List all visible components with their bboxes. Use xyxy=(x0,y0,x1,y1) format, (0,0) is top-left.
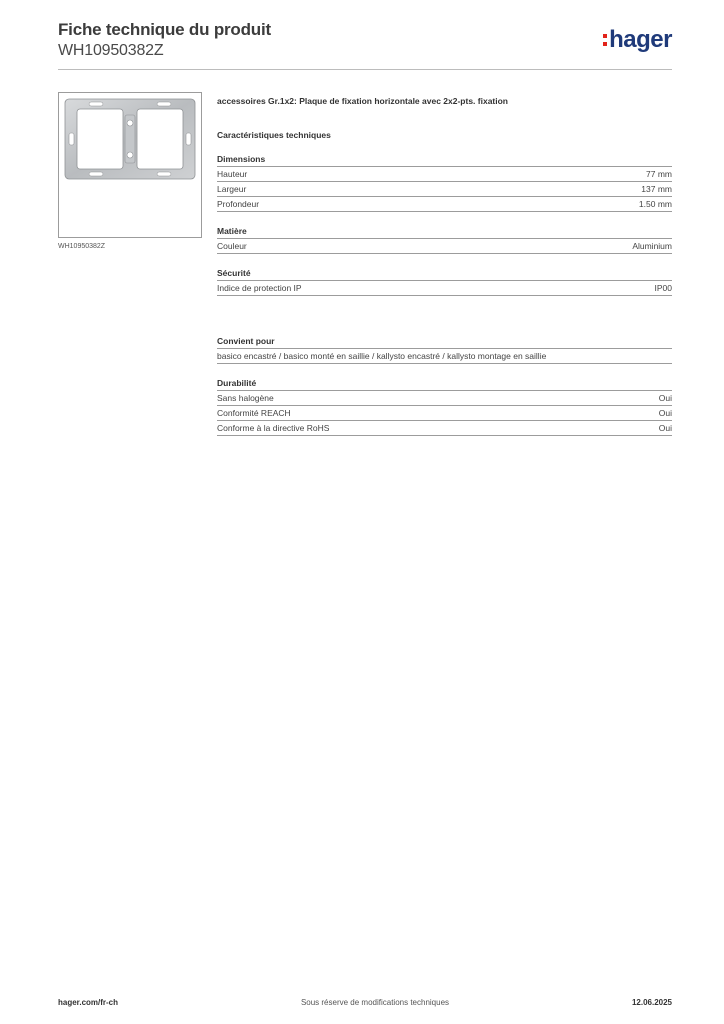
logo-dots-icon xyxy=(603,32,607,48)
spec-value: IP00 xyxy=(654,283,672,293)
spec-label: Couleur xyxy=(217,241,247,251)
spec-value: 137 mm xyxy=(641,184,672,194)
section-title: Convient pour xyxy=(217,336,672,349)
specs-heading: Caractéristiques techniques xyxy=(217,130,331,140)
header-divider xyxy=(58,69,672,70)
spec-label: basico encastré / basico monté en saillie / kallysto encastré / kallysto montage en saillie xyxy=(217,351,547,361)
spec-label: Hauteur xyxy=(217,169,248,179)
spec-value: 1.50 mm xyxy=(638,199,672,209)
product-image xyxy=(58,92,202,238)
section-title: Dimensions xyxy=(217,154,672,167)
spec-label: Largeur xyxy=(217,184,247,194)
section-material xyxy=(217,226,672,254)
spec-row xyxy=(217,391,672,406)
spec-value: 77 mm xyxy=(646,169,672,179)
spec-row xyxy=(217,182,672,197)
product-code: WH10950382Z xyxy=(58,42,164,59)
spec-value: Oui xyxy=(658,423,672,433)
spec-row xyxy=(217,239,672,254)
spec-row xyxy=(217,197,672,212)
footer-disclaimer: Sous réserve de modifications techniques xyxy=(300,998,450,1007)
spec-label: Sans halogène xyxy=(217,393,274,403)
footer-date: 12.06.2025 xyxy=(631,998,672,1007)
spec-row xyxy=(217,421,672,436)
section-title: Sécurité xyxy=(217,268,672,281)
spec-label: Profondeur xyxy=(217,199,260,209)
spec-value: Oui xyxy=(658,408,672,418)
page-title: Fiche technique du produit xyxy=(58,20,271,39)
spec-value: Aluminium xyxy=(632,241,672,251)
hager-logo[interactable] xyxy=(603,26,672,54)
spec-label: Conformité REACH xyxy=(217,408,291,418)
image-caption: WH10950382Z xyxy=(58,243,106,250)
spec-label: Conforme à la directive RoHS xyxy=(217,423,330,433)
spec-row xyxy=(217,349,672,364)
spec-row xyxy=(217,406,672,421)
page-header xyxy=(58,20,672,70)
spec-label: Indice de protection IP xyxy=(217,283,302,293)
footer-website-link[interactable]: hager.com/fr-ch xyxy=(58,998,119,1007)
spec-row xyxy=(217,167,672,182)
spec-row xyxy=(217,281,672,296)
section-suitable-for xyxy=(217,336,672,364)
page-footer xyxy=(58,998,672,1007)
section-title: Durabilité xyxy=(217,378,672,391)
mounting-plate-image xyxy=(59,93,201,237)
section-durability xyxy=(217,378,672,436)
section-title: Matière xyxy=(217,226,672,239)
logo-text: hager xyxy=(609,26,672,53)
section-dimensions xyxy=(217,154,672,212)
spec-value: Oui xyxy=(658,393,672,403)
product-content xyxy=(217,96,672,436)
product-description: accessoires Gr.1x2: Plaque de fixation horizontale avec 2x2-pts. fixation xyxy=(217,96,509,106)
section-safety xyxy=(217,268,672,296)
